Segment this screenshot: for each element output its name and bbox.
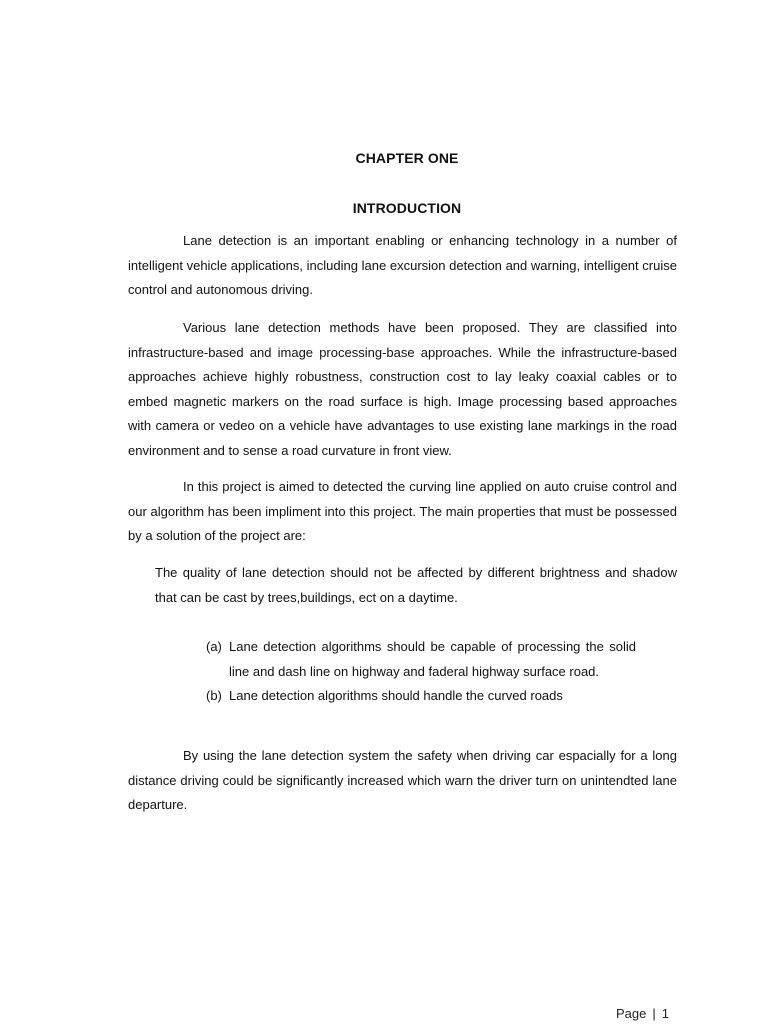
footer-separator: | bbox=[652, 1006, 656, 1021]
requirement-text: Lane detection algorithms should handle the curved roads bbox=[229, 688, 563, 703]
project-aim-paragraph: In this project is aimed to detected the curving line applied on auto cruise control and our algorithm has been impliment into this project. The main properties that must be possessed by a solution of the project are: bbox=[128, 479, 677, 543]
conclusion-paragraph: By using the lane detection system the safety when driving car espacially for a long distance driving could be significantly increased which warn the driver turn on unintendted lane departure. bbox=[128, 748, 677, 812]
requirements-list bbox=[206, 635, 636, 709]
list-marker: (b) bbox=[206, 688, 222, 703]
requirement-text: Lane detection algorithms should be capable of processing the solid line and dash line on highway and faderal highway surface road. bbox=[229, 639, 636, 679]
methods-paragraph: Various lane detection methods have been proposed. They are classified into infrastructure-based and image processing-base approaches. While the infrastructure-based approaches achieve highly robustness, construction cost to lay leaky coaxial cables or to embed magnetic markers on the road surface is high. Image processing based approaches with camera or vedeo on a vehicle have advantages to use existing lane markings in the road environment and to sense a road curvature in front view. bbox=[128, 320, 677, 458]
list-marker: (a) bbox=[206, 639, 222, 654]
page-label: Page bbox=[616, 1006, 647, 1021]
requirement-item bbox=[206, 684, 636, 709]
chapter-title: CHAPTER ONE bbox=[355, 150, 459, 166]
requirement-item bbox=[206, 635, 636, 684]
intro-paragraph: Lane detection is an important enabling or enhancing technology in a number of intelligent vehicle applications, including lane excursion detection and warning, intelligent cruise control and autonomous driving. bbox=[128, 233, 677, 297]
page-number: 1 bbox=[661, 1006, 669, 1021]
quality-statement: The quality of lane detection should not be affected by different brightness and shadow that can be cast by trees,buildings, ect on a daytime. bbox=[155, 565, 677, 605]
section-heading: INTRODUCTION bbox=[352, 200, 462, 216]
page-footer bbox=[616, 1006, 669, 1021]
